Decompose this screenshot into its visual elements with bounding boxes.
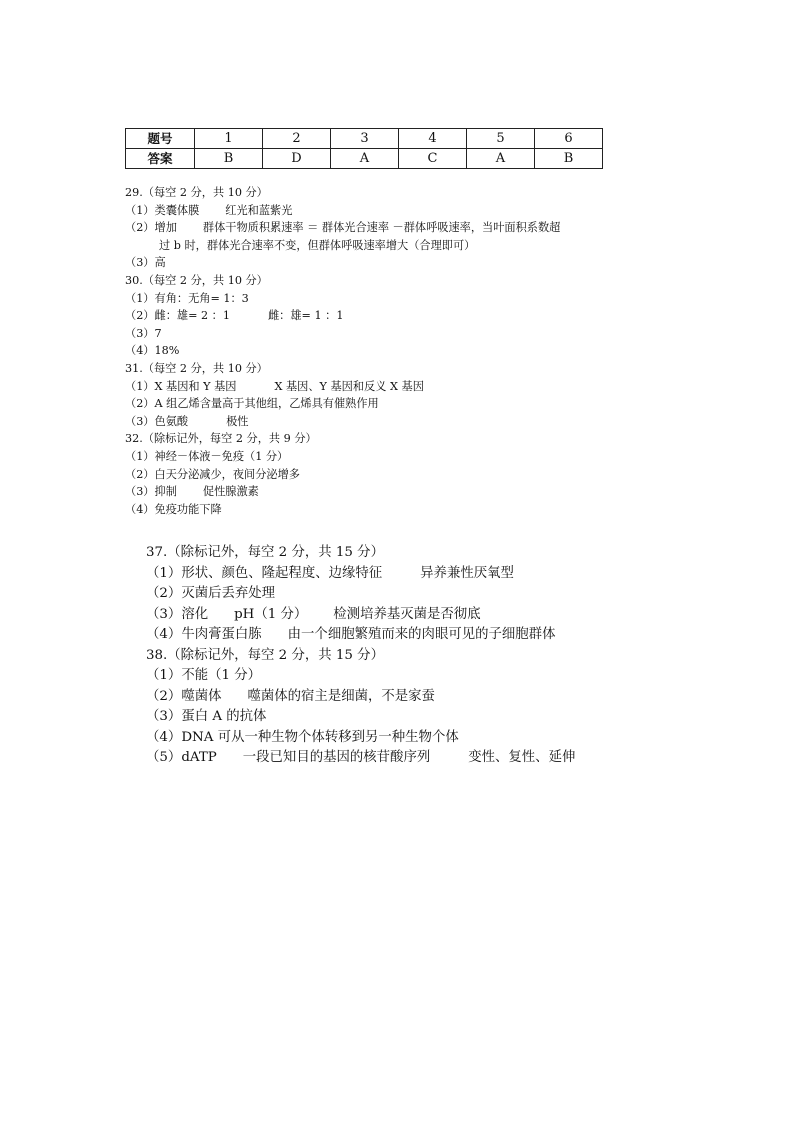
answer-text: 溶化 — [181, 606, 209, 622]
table-header-answer: 答案 — [126, 149, 195, 169]
answer-text: 18% — [154, 344, 180, 358]
answer-text: 雌：雄= 2 ：1 — [154, 309, 230, 323]
table-header-question: 题号 — [126, 129, 195, 149]
answer-line — [146, 748, 626, 769]
answer-text: 抑制 — [154, 485, 177, 499]
table-cell: 3 — [331, 129, 399, 149]
item-number: （5） — [146, 750, 182, 765]
item-number: （1） — [146, 565, 182, 581]
table-cell: 5 — [467, 129, 535, 149]
answer-line — [146, 666, 626, 687]
answer-line — [146, 625, 626, 646]
answer-text: 噬菌体的宿主是细菌，不是家蚕 — [247, 688, 435, 704]
item-number: （2） — [125, 397, 155, 411]
answer-text: 有角：无角= 1：3 — [154, 291, 249, 305]
answer-text: 神经－体液－免疫（1 分） — [154, 449, 289, 463]
item-number: （4） — [125, 344, 155, 358]
answer-text: 牛肉膏蛋白胨 — [181, 627, 262, 642]
answer-text: X 基因和 Y 基因 — [154, 379, 237, 393]
answer-line — [125, 307, 625, 325]
q37-title: 37.（除标记外，每空 2 分，共 15 分） — [146, 545, 384, 560]
answer-text: 促性腺激素 — [202, 485, 259, 499]
table-row-question-numbers — [126, 129, 603, 149]
table-cell: B — [195, 149, 263, 169]
answer-text: 噬菌体 — [181, 688, 222, 704]
item-number: （2） — [146, 688, 182, 704]
answer-line — [125, 342, 625, 360]
item-number: （1） — [146, 668, 182, 683]
answer-text: 群体干物质积累速率 ＝ 群体光合速率 －群体呼吸速率，当叶面积系数超 — [202, 221, 561, 235]
answer-text: 异养兼性厌氧型 — [420, 565, 514, 581]
answer-line — [125, 202, 625, 220]
item-number: （2） — [125, 309, 155, 323]
answers-block-required — [125, 184, 625, 518]
item-number: （3） — [146, 709, 182, 724]
answer-text: 白天分泌减少，夜间分泌增多 — [154, 467, 300, 481]
q38-title: 38.（除标记外，每空 2 分，共 15 分） — [146, 647, 384, 663]
answer-line — [146, 605, 626, 626]
answer-line — [125, 395, 625, 413]
table-row-answers — [126, 149, 603, 169]
answer-text: dATP — [181, 750, 217, 765]
answer-text: 蛋白 A 的抗体 — [181, 709, 267, 724]
answer-line — [125, 254, 625, 272]
answer-table — [125, 128, 603, 169]
item-number: （2） — [125, 221, 155, 235]
answer-text: 灭菌后丢弃处理 — [181, 586, 276, 601]
answer-line — [125, 413, 625, 431]
answer-text: A 组乙烯含量高于其他组，乙烯具有催熟作用 — [154, 397, 379, 411]
item-number: （1） — [125, 379, 155, 393]
answer-text: pH（1 分） — [234, 606, 308, 622]
answer-line — [125, 378, 625, 396]
answer-text: 类囊体膜 — [154, 203, 200, 217]
item-number: （4） — [146, 729, 182, 745]
answer-line — [125, 483, 625, 501]
answer-text: 免疫功能下降 — [154, 502, 222, 516]
answer-line — [146, 564, 626, 585]
answer-text: 高 — [154, 256, 166, 270]
answers-block-elective — [146, 543, 626, 769]
answer-text: 雌：雄= 1 ：1 — [267, 309, 344, 323]
answer-line — [146, 687, 626, 708]
item-number: （3） — [125, 256, 155, 270]
table-cell: C — [399, 149, 467, 169]
answer-text: 由一个细胞繁殖而来的肉眼可见的子细胞群体 — [287, 627, 556, 642]
item-number: （4） — [146, 627, 182, 642]
answer-text: 不能（1 分） — [181, 668, 262, 683]
table-cell: 1 — [195, 129, 263, 149]
answer-text: 检测培养基灭菌是否彻底 — [333, 606, 481, 622]
answer-text: X 基因、Y 基因和反义 X 基因 — [274, 379, 424, 393]
answer-line-continued: 过 b 时，群体光合速率不变，但群体呼吸速率增大（合理即可） — [159, 238, 476, 252]
answer-line — [125, 501, 625, 519]
item-number: （3） — [125, 485, 155, 499]
answer-text: 色氨酸 — [154, 414, 189, 428]
answer-line — [146, 707, 626, 728]
answer-line — [146, 728, 626, 749]
q30-title: 30.（每空 2 分，共 10 分） — [125, 273, 268, 287]
table-cell: D — [263, 149, 331, 169]
table-cell: B — [535, 149, 603, 169]
answer-line — [125, 290, 625, 308]
table-cell: 6 — [535, 129, 603, 149]
answer-text: 一段已知目的基因的核苷酸序列 — [242, 750, 431, 765]
answer-text: 7 — [154, 326, 162, 340]
answer-text: 形状、颜色、隆起程度、边缘特征 — [181, 565, 383, 581]
answer-line — [125, 219, 625, 237]
item-number: （2） — [125, 467, 155, 481]
item-number: （2） — [146, 586, 182, 601]
answer-line — [125, 325, 625, 343]
item-number: （1） — [125, 291, 155, 305]
table-cell: 4 — [399, 129, 467, 149]
answer-text: 红光和蓝紫光 — [225, 203, 293, 217]
table-cell: A — [331, 149, 399, 169]
q32-title: 32.（除标记外，每空 2 分，共 9 分） — [125, 432, 317, 446]
item-number: （3） — [125, 414, 155, 428]
q31-title: 31.（每空 2 分，共 10 分） — [125, 361, 268, 375]
item-number: （1） — [125, 449, 155, 463]
table-cell: 2 — [263, 129, 331, 149]
item-number: （3） — [125, 326, 155, 340]
answer-line — [125, 448, 625, 466]
item-number: （3） — [146, 606, 182, 622]
item-number: （4） — [125, 502, 155, 516]
answer-text: 变性、复性、延伸 — [468, 750, 576, 765]
q29-title: 29.（每空 2 分，共 10 分） — [125, 186, 268, 199]
answer-line — [146, 584, 626, 605]
answer-text: 极性 — [226, 414, 249, 428]
table-cell: A — [467, 149, 535, 169]
answer-line — [125, 466, 625, 484]
answer-text: DNA 可从一种生物个体转移到另一种生物个体 — [181, 729, 459, 745]
item-number: （1） — [125, 203, 155, 217]
answer-text: 增加 — [154, 221, 177, 235]
